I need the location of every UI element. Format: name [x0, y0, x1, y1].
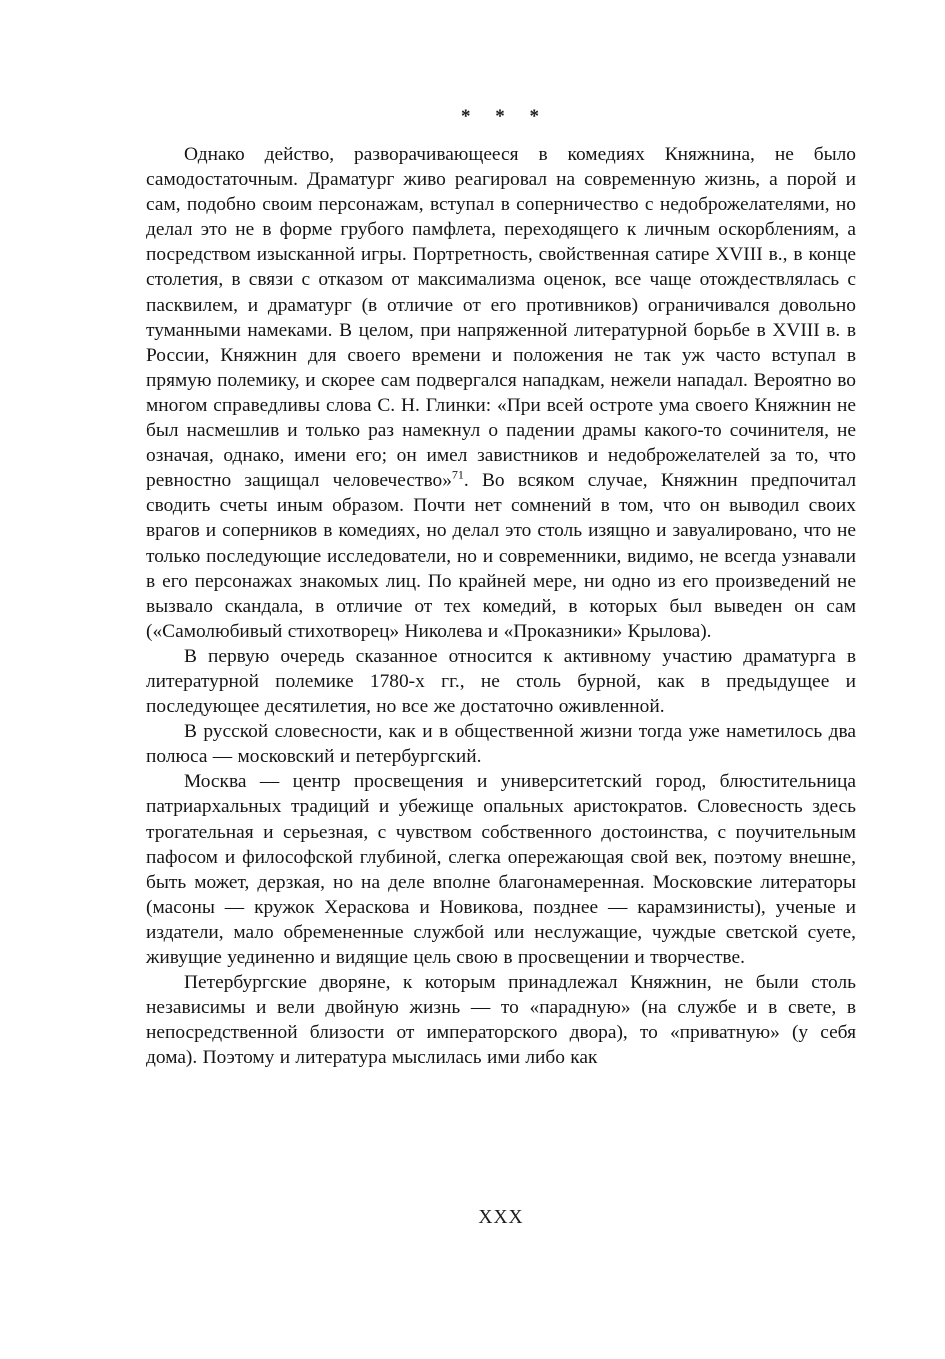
footnote-ref: 71: [451, 467, 464, 482]
paragraph: В первую очередь сказанное относится к активному участию драматурга в литературной полемике 1780-х гг., не столь бурной, как в предыдущее и последующее десятилетия, но все же достаточно оживленной.: [146, 645, 856, 718]
paragraph: [146, 142, 856, 644]
paragraph: В русской словесности, как и в общественной жизни тогда уже наметилось два полюса — московский и петербургский.: [146, 721, 856, 768]
paragraph: Москва — центр просвещения и университетский город, блюстительница патриархальных традиций и убежище опальных аристократов. Словесность здесь трогательная и серьезная, с чувством собственного достоинства, с поучительным пафосом и философской глубиной, слегка опережающая свой век, поэтому внешне, быть может, дерзкая, но на деле вполне благонамеренная. Московские литераторы (масоны — кружок Хераскова и Новикова, позднее — карамзинисты), ученые и издатели, мало обремененные службой или неслужащие, чуждые светской суете, живущие уединенно и видящие цель свою в просвещении и творчестве.: [146, 771, 856, 968]
paragraph-text: . Во всяком случае, Княжнин предпочитал сводить счеты иным образом. Почти нет сомнений в том, что он выводил своих врагов и соперников в комедиях, но делал это столь изящно и завуалировано, что не только последующие исследователи, но и современники, видимо, не всегда узнавали в его персонажах знакомых лиц. По крайней мере, ни одно из его произведений не вызвало скандала, в отличие от тех комедий, в которых был выведен он сам («Самолюбивый стихотворец» Николева и «Проказники» Крылова).: [146, 470, 856, 642]
page-number: XXX: [478, 1207, 524, 1228]
section-separator: * * *: [461, 106, 541, 127]
text-block: [146, 142, 856, 1070]
paragraph-text: Однако действо, разворачивающееся в комедиях Княжнина, не было самодостаточным. Драматург живо реагировал на современную жизнь, а порой и сам, подобно своим персонажам, вступал в соперничество с недоброжелателями, но делал это не в форме грубого памфлета, переходящего к личным оскорблениям, а посредством изысканной игры. Портретность, свойственная сатире XVIII в., в конце столетия, в связи с отказом от максимализма оценок, все чаще отождествлялась с пасквилем, и драматург (в отличие от его противников) ограничивался довольно туманными намеками. В целом, при напряженной литературной борьбе в XVIII в. в России, Княжнин для своего времени и положения не так уж часто вступал в прямую полемику, и скорее сам подвергался нападкам, нежели нападал. Вероятно во многом справедливы слова С. Н. Глинки: «При всей остроте ума своего Княжнин не был насмешлив и только раз намекнул о падении драмы какого-то сочинителя, не означая, однако, имени его; он имел завистников и недоброжелателей за то, что ревностно защищал человечество»: [146, 144, 856, 492]
paragraph: Петербургские дворяне, к которым принадлежал Княжнин, не были столь независимы и вели двойную жизнь — то «парадную» (на службе и в свете, в непосредственной близости от императорского двора), то «приватную» (у себя дома). Поэтому и литература мыслилась ими либо как: [146, 972, 856, 1069]
